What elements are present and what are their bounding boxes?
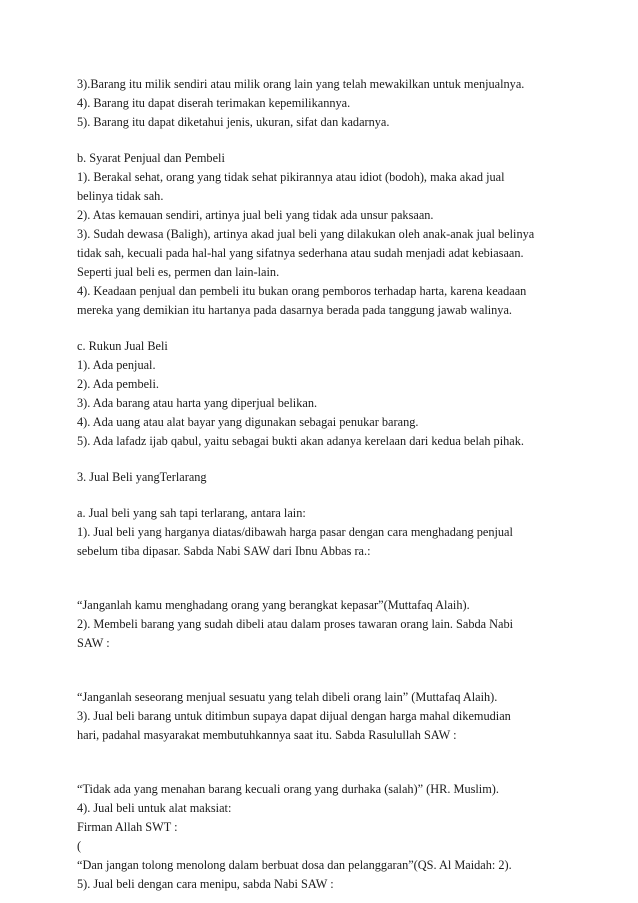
section-heading: c. Rukun Jual Beli [77,339,168,353]
text-line: 1). Jual beli yang harganya diatas/dibawah harga pasar dengan cara menghadang penjual [77,525,513,539]
text-line: 2). Ada pembeli. [77,377,159,391]
quote-line: “Janganlah seseorang menjual sesuatu yang telah dibeli orang lain” (Muttafaq Alaih). [77,690,498,704]
section-heading: 3. Jual Beli yangTerlarang [77,470,207,484]
text-line: 3). Ada barang atau harta yang diperjual belikan. [77,396,318,410]
text-line: tidak sah, kecuali pada hal-hal yang sifatnya sederhana atau sudah menjadi adat kebiasaan. [77,246,524,260]
text-line: sebelum tiba dipasar. Sabda Nabi SAW dari Ibnu Abbas ra.: [77,544,371,558]
text-line: 3). Sudah dewasa (Baligh), artinya akad jual beli yang dilakukan oleh anak-anak jual belinya [77,227,535,241]
text-line: 1). Ada penjual. [77,358,156,372]
text-line: Seperti jual beli es, permen dan lain-lain. [77,265,280,279]
text-line: SAW : [77,636,110,650]
text-line: 3).Barang itu milik sendiri atau milik orang lain yang telah mewakilkan untuk menjualnya. [77,77,525,91]
text-line: 5). Barang itu dapat diketahui jenis, ukuran, sifat dan kadarnya. [77,115,390,129]
text-line: a. Jual beli yang sah tapi terlarang, antara lain: [77,506,306,520]
text-line: 4). Ada uang atau alat bayar yang digunakan sebagai penukar barang. [77,415,419,429]
text-line: 4). Barang itu dapat diserah terimakan kepemilikannya. [77,96,351,110]
quote-line: “Janganlah kamu menghadang orang yang berangkat kepasar”(Muttafaq Alaih). [77,598,470,612]
text-line: 2). Atas kemauan sendiri, artinya jual beli yang tidak ada unsur paksaan. [77,208,434,222]
text-line: belinya tidak sah. [77,189,164,203]
text-line: 2). Membeli barang yang sudah dibeli atau dalam proses tawaran orang lain. Sabda Nabi [77,617,514,631]
text-line: ( [77,839,82,853]
text-line: 4). Jual beli untuk alat maksiat: [77,801,232,815]
text-line: 3). Jual beli barang untuk ditimbun supaya dapat dijual dengan harga mahal dikemudian [77,709,511,723]
text-line: 5). Ada lafadz ijab qabul, yaitu sebagai bukti akan adanya kerelaan dari kedua belah pihak. [77,434,524,448]
text-line: mereka yang demikian itu hartanya pada dasarnya berada pada tanggung jawab walinya. [77,303,512,317]
text-line: 1). Berakal sehat, orang yang tidak sehat pikirannya atau idiot (bodoh), maka akad jual [77,170,505,184]
text-line: hari, padahal masyarakat membutuhkannya saat itu. Sabda Rasulullah SAW : [77,728,457,742]
quote-line: “Tidak ada yang menahan barang kecuali orang yang durhaka (salah)” (HR. Muslim). [77,782,499,796]
text-line: 5). Jual beli dengan cara menipu, sabda Nabi SAW : [77,877,334,891]
quote-line: “Dan jangan tolong menolong dalam berbuat dosa dan pelanggaran”(QS. Al Maidah: 2). [77,858,512,872]
text-line: Firman Allah SWT : [77,820,178,834]
section-heading: b. Syarat Penjual dan Pembeli [77,151,225,165]
text-line: 4). Keadaan penjual dan pembeli itu bukan orang pemboros terhadap harta, karena keadaan [77,284,527,298]
